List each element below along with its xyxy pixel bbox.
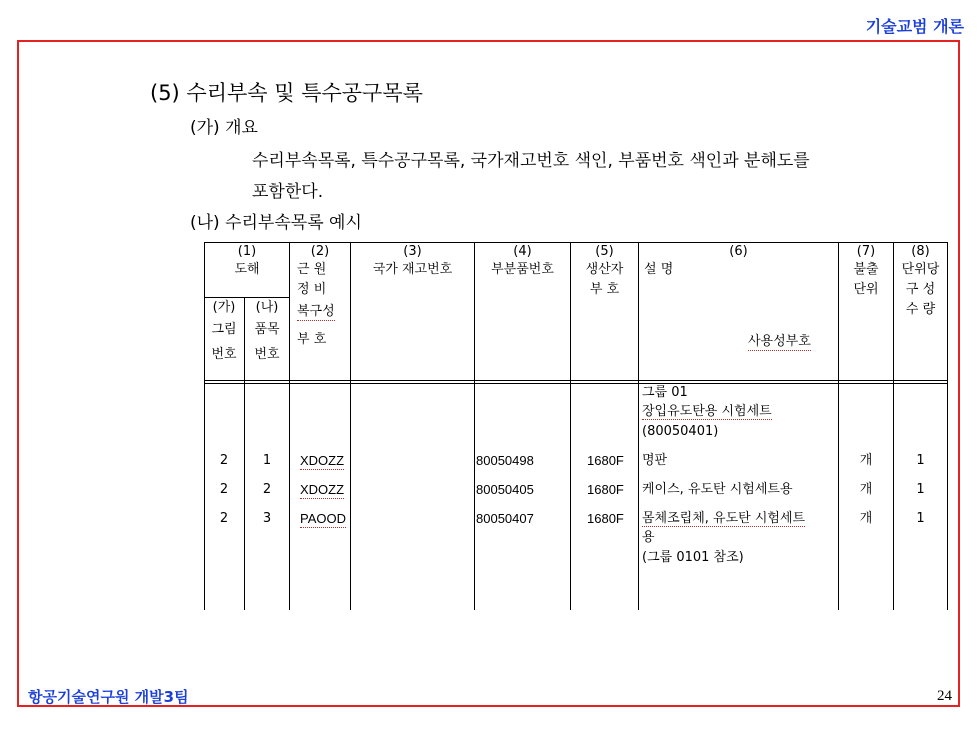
col2-label-2: 정 비	[297, 282, 327, 297]
col5-label-2: 부 호	[589, 282, 620, 297]
group-line-1: 그룹 01	[642, 385, 688, 400]
row3-figure-number: 2	[219, 511, 229, 526]
col5-number: (5)	[595, 244, 614, 259]
col6-label: 설 명	[644, 262, 674, 277]
col1a-label-1: 그림	[211, 322, 237, 337]
col1a-number: (가)	[212, 300, 236, 315]
row3-description-line3: (그룹 0101 참조)	[642, 550, 744, 565]
row3-description	[642, 510, 805, 528]
row2-unit: 개	[859, 482, 873, 497]
col1b-label-2: 번호	[254, 347, 280, 362]
page-number: 24	[937, 688, 952, 704]
col1b-number: (나)	[255, 300, 279, 315]
row1-unit: 개	[859, 453, 873, 468]
col8-label-1: 단위당	[901, 262, 940, 277]
col4-number: (4)	[513, 244, 532, 259]
col8-number: (8)	[911, 244, 930, 259]
section-heading: (5) 수리부속 및 특수공구목록	[150, 81, 423, 105]
row2-figure-number: 2	[219, 482, 229, 497]
col5-label-1: 생산자	[585, 262, 624, 277]
row3-quantity: 1	[916, 511, 925, 526]
col3-number: (3)	[403, 244, 422, 259]
subheading-example: (나) 수리부속목록 예시	[190, 213, 362, 233]
col7-label-1: 불출	[853, 262, 879, 277]
col2-number: (2)	[310, 244, 330, 259]
col7-number: (7)	[856, 244, 876, 259]
group-line-3: (80050401)	[642, 424, 719, 439]
col2-label-1: 근 원	[297, 262, 327, 277]
row2-cage-code: 1680F	[587, 482, 624, 497]
repair-parts-table	[204, 242, 948, 610]
row3-unit: 개	[859, 511, 873, 526]
footer-organization: 항공기술연구원 개발3팀	[28, 688, 189, 706]
row2-description: 케이스, 유도탄 시험세트용	[642, 482, 793, 497]
col2-label-3: 복구성	[297, 304, 335, 319]
col8-label-3: 수 량	[905, 302, 936, 317]
group-line-2	[642, 403, 772, 421]
col4-label: 부분품번호	[491, 262, 554, 277]
row3-description-text: 몸체조립체, 유도탄 시험세트	[642, 511, 806, 526]
row2-smr-code: XDOZZ	[300, 482, 345, 497]
col1-number: (1)	[237, 244, 257, 259]
row3-description-line2: 용	[642, 530, 655, 545]
overview-paragraph-line2: 포함한다.	[252, 182, 324, 202]
row2-quantity: 1	[916, 482, 925, 497]
row2-part-number: 80050405	[476, 482, 534, 497]
col8-label-2: 구 성	[905, 282, 936, 297]
document-title: 기술교범 개론	[865, 17, 964, 36]
col7-label-2: 단위	[853, 282, 879, 297]
col1a-label-2: 번호	[211, 347, 237, 362]
row3-part-number: 80050407	[476, 511, 534, 526]
col1b-label-1: 품목	[254, 322, 280, 337]
row1-quantity: 1	[916, 453, 925, 468]
row1-item-number: 1	[262, 453, 272, 468]
row1-description: 명판	[642, 453, 668, 468]
row1-part-number: 80050498	[476, 453, 534, 468]
col2-label-4: 부 호	[297, 332, 327, 347]
col6-sublabel: 사용성부호	[748, 334, 811, 349]
row3-cage-code: 1680F	[587, 511, 624, 526]
overview-paragraph-line1: 수리부속목록, 특수공구목록, 국가재고번호 색인, 부품번호 색인과 분해도를	[252, 151, 810, 171]
row1-smr-code: XDOZZ	[300, 453, 345, 468]
row2-item-number: 2	[262, 482, 272, 497]
group-name: 장입유도탄용 시험세트	[642, 404, 772, 419]
col3-label: 국가 재고번호	[372, 262, 453, 277]
col6-number: (6)	[729, 244, 748, 259]
row3-smr-code: PAOOD	[300, 511, 346, 526]
subheading-overview: (가) 개요	[190, 118, 258, 138]
col1-label: 도해	[234, 262, 260, 277]
row1-cage-code: 1680F	[587, 453, 624, 468]
row1-figure-number: 2	[219, 453, 229, 468]
row3-item-number: 3	[262, 511, 272, 526]
